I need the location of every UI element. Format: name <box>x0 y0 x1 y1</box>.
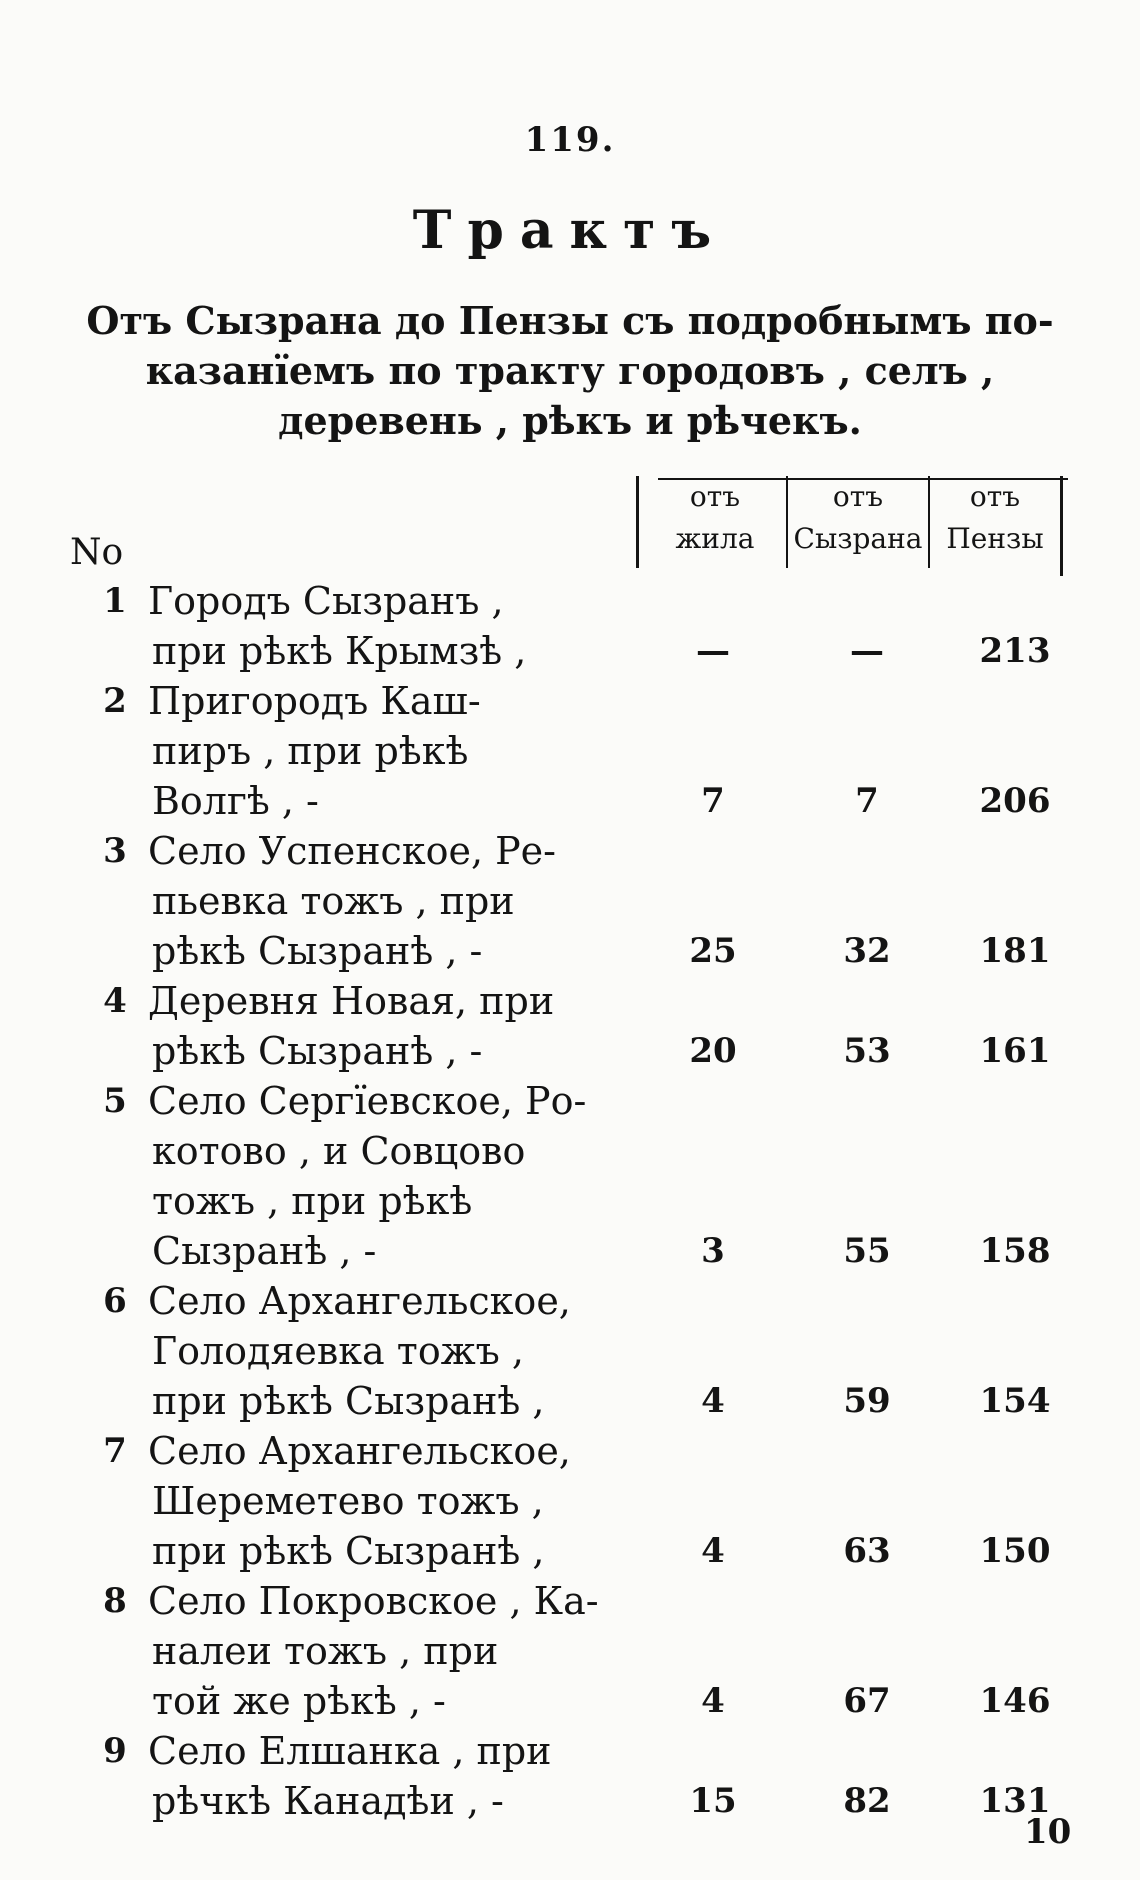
route-entry <box>0 676 1140 826</box>
entry-number: 7 <box>103 1431 127 1471</box>
entry-number: 4 <box>103 981 127 1021</box>
entry-place-text: Городъ Сызранъ , <box>148 579 504 623</box>
distance-from-syzran: 32 <box>843 931 891 971</box>
entry-place-text: пиръ , при рѣкѣ <box>152 729 469 773</box>
entry-place-text: Село Архангельское, <box>148 1279 571 1323</box>
entry-place-text: Голодяевка тожъ , <box>152 1329 524 1373</box>
entry-place-text: рѣчкѣ Канадѣи , - <box>152 1779 504 1823</box>
entry-place-text: при рѣкѣ Сызранѣ , <box>152 1379 545 1423</box>
distance-from-syzran: 63 <box>843 1531 891 1571</box>
entry-line <box>0 826 1140 876</box>
entry-line <box>0 576 1140 626</box>
entry-number: 8 <box>103 1581 127 1621</box>
distance-from-previous: 25 <box>689 931 737 971</box>
entry-line <box>0 1676 1140 1726</box>
entry-line <box>0 1276 1140 1326</box>
entry-place-text: налеи тожъ , при <box>152 1629 499 1673</box>
distance-from-syzran: 55 <box>843 1231 891 1271</box>
entry-place-text: рѣкѣ Сызранѣ , - <box>152 929 483 973</box>
entry-line <box>0 1576 1140 1626</box>
distance-from-previous: 4 <box>701 1531 725 1571</box>
distance-from-syzran: 53 <box>843 1031 891 1071</box>
signature-number: 10 <box>1024 1812 1072 1852</box>
entry-place-text: Волгѣ , - <box>152 779 319 823</box>
distance-to-penza: 146 <box>979 1681 1051 1721</box>
distance-from-syzran: 67 <box>843 1681 891 1721</box>
entry-number: 1 <box>103 581 127 621</box>
entry-line <box>0 676 1140 726</box>
distance-from-previous: 20 <box>689 1031 737 1071</box>
route-entry <box>0 1276 1140 1426</box>
distance-to-penza: 131 <box>979 1781 1051 1821</box>
route-entry <box>0 576 1140 676</box>
entry-number: 5 <box>103 1081 127 1121</box>
entry-line <box>0 1476 1140 1526</box>
distance-from-previous: 7 <box>701 781 725 821</box>
entry-line <box>0 1226 1140 1276</box>
entry-line <box>0 1426 1140 1476</box>
entry-place-text: Село Покровское , Ка- <box>148 1579 599 1623</box>
entry-line <box>0 1176 1140 1226</box>
entry-place-text: при рѣкѣ Крымзѣ , <box>152 629 527 673</box>
distance-to-penza: 181 <box>979 931 1051 971</box>
entry-place-text: Сызранѣ , - <box>152 1229 377 1273</box>
distance-to-penza: 150 <box>979 1531 1051 1571</box>
distance-from-previous: — <box>696 631 730 671</box>
distance-from-syzran: 82 <box>843 1781 891 1821</box>
entry-place-text: Село Архангельское, <box>148 1429 571 1473</box>
distance-from-previous: 4 <box>701 1681 725 1721</box>
entry-place-text: Шереметево тожъ , <box>152 1479 544 1523</box>
entry-line <box>0 1776 1140 1826</box>
subtitle-line: казанїемъ по тракту городовъ , селъ , <box>145 348 995 393</box>
route-entries <box>0 576 1140 1826</box>
distance-from-syzran: 59 <box>843 1381 891 1421</box>
entry-line <box>0 776 1140 826</box>
entry-place-text: той же рѣкѣ , - <box>152 1679 446 1723</box>
distance-to-penza: 213 <box>979 631 1051 671</box>
page-number: 119. <box>524 120 616 160</box>
entry-line <box>0 626 1140 676</box>
entry-line <box>0 1526 1140 1576</box>
entry-place-text: Деревня Новая, при <box>148 979 555 1023</box>
entry-line <box>0 1326 1140 1376</box>
subtitle <box>60 296 1080 446</box>
entry-place-text: рѣкѣ Сызранѣ , - <box>152 1029 483 1073</box>
col-header-from-penza: отъ Пензы <box>946 480 1044 555</box>
distance-to-penza: 158 <box>979 1231 1051 1271</box>
entry-number: 2 <box>103 681 127 721</box>
entry-line <box>0 1626 1140 1676</box>
entry-place-text: котово , и Совцово <box>152 1129 526 1173</box>
entry-line <box>0 1126 1140 1176</box>
distance-from-previous: 4 <box>701 1381 725 1421</box>
entry-line <box>0 876 1140 926</box>
entry-place-text: пьевка тожъ , при <box>152 879 515 923</box>
entry-place-text: Село Успенское, Ре- <box>148 829 556 873</box>
route-entry <box>0 1426 1140 1576</box>
page-title: Трактъ <box>412 200 728 261</box>
entry-line <box>0 976 1140 1026</box>
route-entry <box>0 1076 1140 1276</box>
entry-place-text: Пригородъ Каш- <box>148 679 481 723</box>
distance-from-syzran: — <box>850 631 884 671</box>
header-rule <box>636 476 639 568</box>
route-entry <box>0 1726 1140 1826</box>
entry-number: 3 <box>103 831 127 871</box>
distance-from-syzran: 7 <box>855 781 879 821</box>
distance-to-penza: 206 <box>979 781 1051 821</box>
entry-place-text: при рѣкѣ Сызранѣ , <box>152 1529 545 1573</box>
entry-line <box>0 926 1140 976</box>
entry-place-text: Село Сергїевское, Ро- <box>148 1079 587 1123</box>
route-entry <box>0 976 1140 1076</box>
entry-place-text: Село Елшанка , при <box>148 1729 552 1773</box>
subtitle-line: Отъ Сызрана до Пензы съ подробнымъ по- <box>86 298 1054 343</box>
entry-line <box>0 1726 1140 1776</box>
entry-place-text: тожъ , при рѣкѣ <box>152 1179 473 1223</box>
subtitle-line: деревень , рѣкъ и рѣчекъ. <box>278 398 862 443</box>
entry-line <box>0 726 1140 776</box>
entry-number: 9 <box>103 1731 127 1771</box>
distance-to-penza: 154 <box>979 1381 1051 1421</box>
route-entry <box>0 826 1140 976</box>
col-header-from-previous: отъ жила <box>675 480 755 555</box>
header-rule <box>1060 476 1063 576</box>
distance-from-previous: 15 <box>689 1781 737 1821</box>
entry-line <box>0 1026 1140 1076</box>
number-column-label: No <box>70 532 124 573</box>
distance-from-previous: 3 <box>701 1231 725 1271</box>
entry-line <box>0 1376 1140 1426</box>
distance-to-penza: 161 <box>979 1031 1051 1071</box>
route-entry <box>0 1576 1140 1726</box>
entry-number: 6 <box>103 1281 127 1321</box>
entry-line <box>0 1076 1140 1126</box>
col-header-from-syzran: отъ Сызрана <box>793 480 923 555</box>
